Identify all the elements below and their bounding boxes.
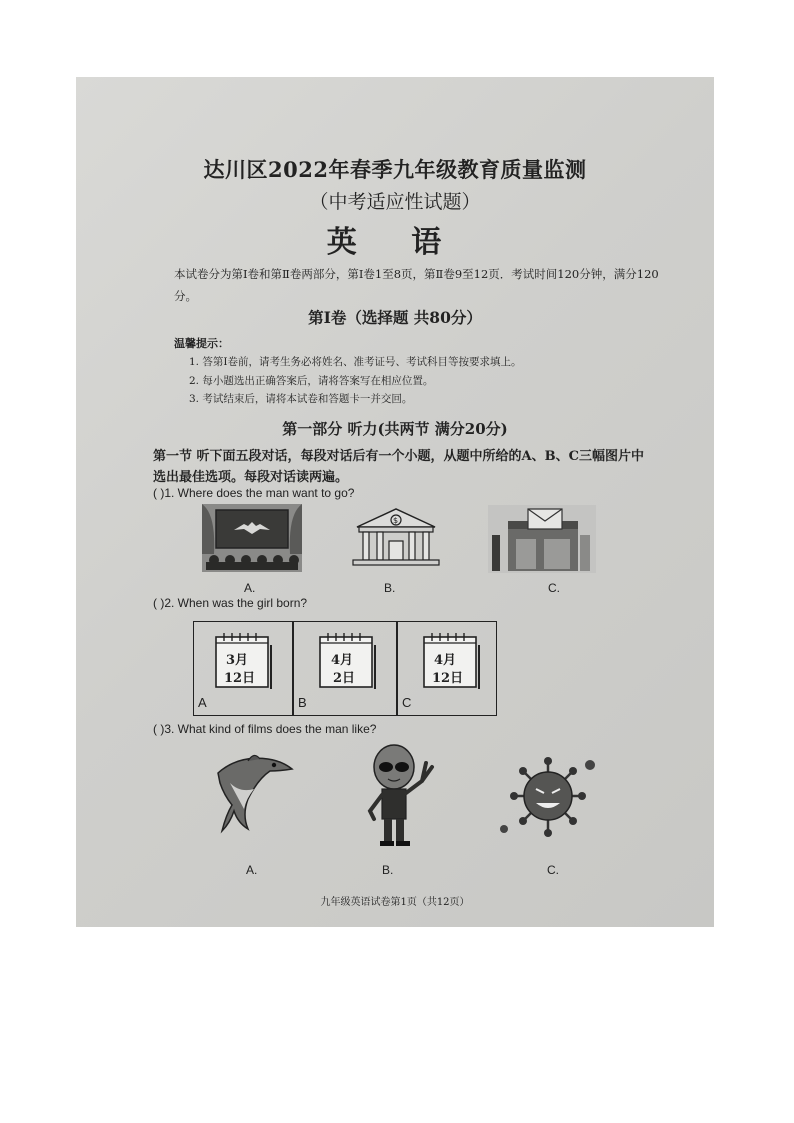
question-2: ( )2. When was the girl born? — [153, 596, 308, 610]
calendar-month: 3月 — [226, 653, 249, 668]
calendar-day: 2日 — [333, 671, 356, 686]
option-label: B — [298, 695, 307, 710]
section-instructions: 第一节 听下面五段对话，每段对话后有一个小题，从题中所给的A、B、C三幅图片中选出最佳选项。每段对话读两遍。 — [153, 449, 644, 485]
question-3: ( )3. What kind of films does the man like? — [153, 722, 377, 736]
tips-heading: 温馨提示： — [174, 337, 229, 350]
volume-heading: 第Ⅰ卷（选择题 共80分） — [308, 308, 482, 327]
option-label: A — [198, 695, 207, 710]
divider — [396, 621, 398, 715]
option-label: B. — [384, 581, 396, 595]
exam-intro: 本试卷分为第Ⅰ卷和第Ⅱ卷两部分，第Ⅰ卷1至8页，第Ⅱ卷9至12页．考试时间120分钟，满分120分。 — [174, 267, 659, 303]
alien-image — [360, 741, 440, 849]
tip-item: 3. 考试结束后，请将本试卷和答题卡一并交回。 — [189, 393, 413, 405]
dolphin-image — [208, 749, 298, 839]
exam-page — [76, 77, 714, 927]
option-label: A. — [246, 863, 258, 877]
tip-item: 2. 每小题选出正确答案后，请将答案写在相应位置。 — [189, 375, 434, 387]
part-heading: 第一部分 听力(共两节 满分20分) — [282, 420, 508, 438]
exam-subtitle: （中考适应性试题） — [309, 191, 481, 213]
virus-image — [496, 753, 600, 839]
calendar-day: 12日 — [224, 671, 256, 686]
option-label: B. — [382, 863, 394, 877]
subject-title: 英 语 — [326, 225, 464, 260]
cinema-image — [202, 504, 302, 572]
page-footer: 九年级英语试卷第1页（共12页） — [320, 897, 470, 908]
calendar-month: 4月 — [434, 653, 457, 668]
svg-text:$: $ — [393, 516, 399, 525]
divider — [292, 621, 294, 715]
option-label: C — [402, 695, 412, 710]
calendar-day: 12日 — [432, 671, 464, 686]
post-office-image — [488, 505, 596, 573]
exam-title: 达川区2022年春季九年级教育质量监测 — [203, 157, 587, 182]
option-label: A. — [244, 581, 256, 595]
question-1: ( )1. Where does the man want to go? — [153, 486, 355, 500]
bank-image — [347, 507, 445, 569]
option-label: C. — [547, 863, 559, 877]
tip-item: 1. 答第Ⅰ卷前，请考生务必将姓名、准考证号、考试科目等按要求填上。 — [189, 356, 522, 368]
option-label: C. — [548, 581, 560, 595]
calendar-month: 4月 — [331, 653, 354, 668]
